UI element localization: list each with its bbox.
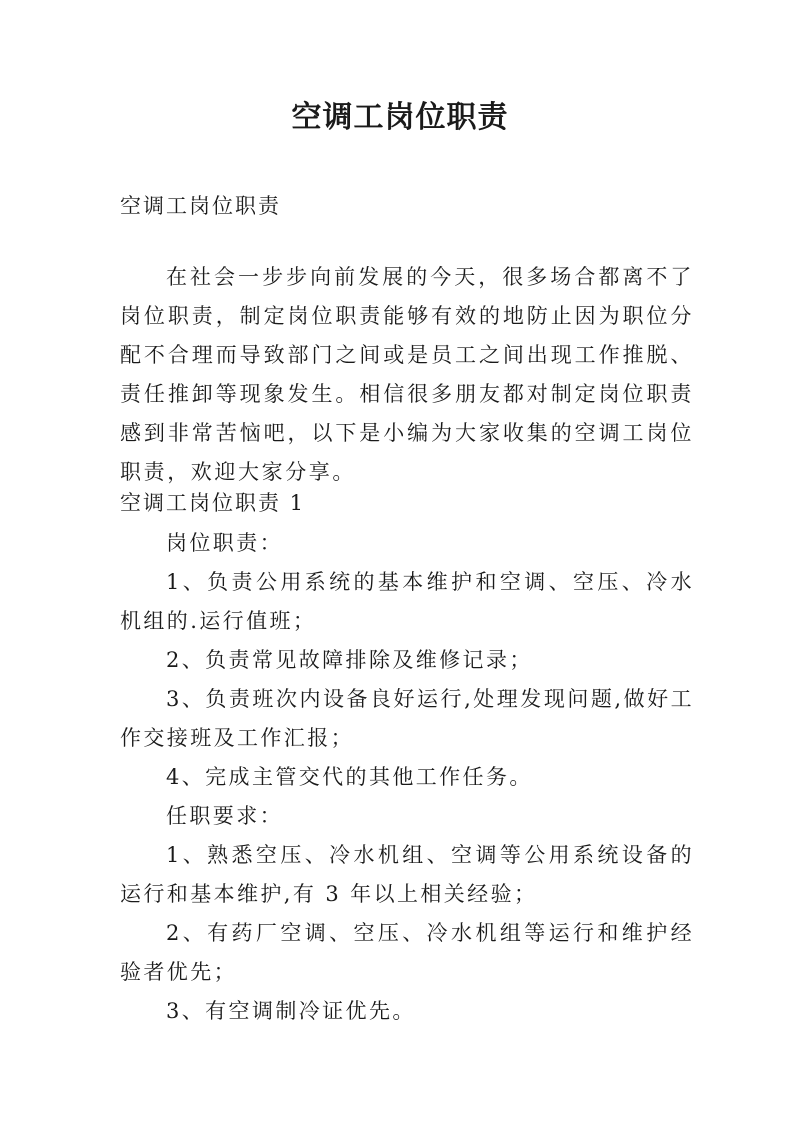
section-line-requirements-label: 任职要求： — [166, 804, 283, 828]
document-title: 空调工岗位职责 — [291, 100, 509, 135]
section-line-duty-3: 3、负责班次内设备良好运行,处理发现问题,做好工作交接班及工作汇报； — [120, 687, 694, 750]
section-line-duty-4: 4、完成主管交代的其他工作任务。 — [166, 765, 533, 789]
section-content — [120, 524, 694, 1031]
section-line-requirement-2: 2、有药厂空调、空压、冷水机组等运行和维护经验者优先； — [120, 921, 694, 984]
section-line-requirement-1: 1、熟悉空压、冷水机组、空调等公用系统设备的运行和基本维护,有 3 年以上相关经验； — [120, 843, 694, 906]
document-subtitle: 空调工岗位职责 — [120, 194, 281, 218]
section-line-duty-2: 2、负责常见故障排除及维修记录； — [166, 648, 533, 672]
section-line-duty-1: 1、负责公用系统的基本维护和空调、空压、冷水机组的.运行值班； — [120, 570, 694, 633]
section-heading: 空调工岗位职责 1 — [120, 491, 306, 515]
section-line-requirement-3: 3、有空调制冷证优先。 — [166, 999, 416, 1023]
section-line-job-duties-label: 岗位职责： — [166, 531, 283, 555]
intro-paragraph: 在社会一步步向前发展的今天，很多场合都离不了岗位职责，制定岗位职责能够有效的地防止因为职位分配不合理而导致部门之间或是员工之间出现工作推脱、责任推卸等现象发生。相信很多朋友都对制定岗位职责感到非常苦恼吧，以下是小编为大家收集的空调工岗位职责，欢迎大家分享。 — [120, 265, 694, 484]
